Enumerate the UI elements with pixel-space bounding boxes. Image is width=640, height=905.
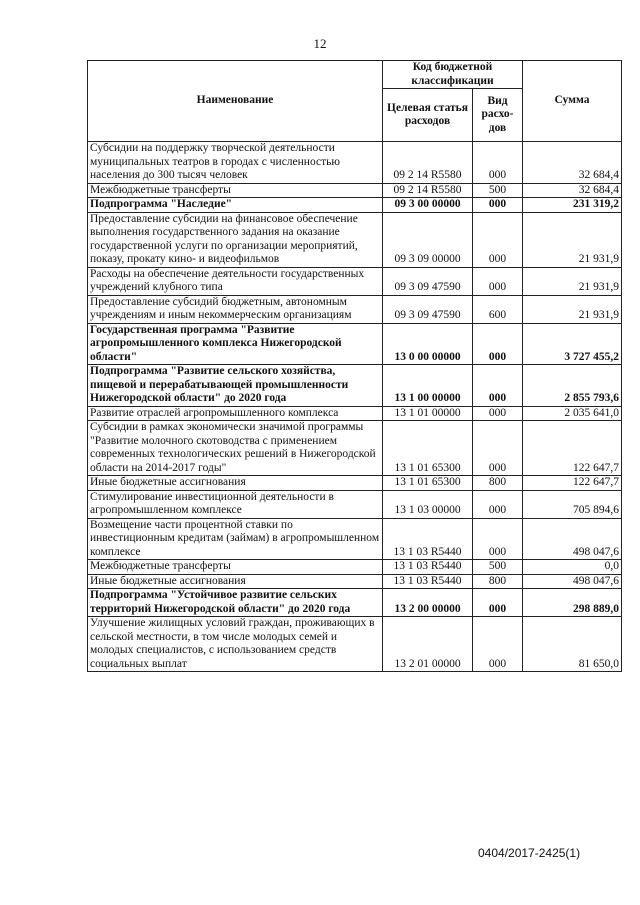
row-sum: 0,0 xyxy=(523,560,622,575)
header-sum: Сумма xyxy=(523,61,622,142)
row-name: Межбюджетные трансферты xyxy=(88,183,383,198)
header-name: Наименование xyxy=(88,61,383,142)
row-expense-type: 500 xyxy=(473,183,523,198)
table-row xyxy=(88,183,622,198)
row-sum: 32 684,4 xyxy=(523,183,622,198)
table-row xyxy=(88,617,622,672)
table-row xyxy=(88,589,622,617)
row-expense-type: 000 xyxy=(473,323,523,365)
row-code: 09 2 14 R5580 xyxy=(383,142,473,184)
row-name: Субсидии в рамках экономически значимой программы "Развитие молочного скотоводства с применением современных технологических решений в Нижегородской области на 2014-2017 годы" xyxy=(88,421,383,476)
row-name: Иные бюджетные ассигнования xyxy=(88,476,383,491)
row-code: 09 3 09 00000 xyxy=(383,212,473,267)
row-expense-type: 000 xyxy=(473,490,523,518)
table-row xyxy=(88,421,622,476)
row-name: Иные бюджетные ассигнования xyxy=(88,574,383,589)
row-name: Межбюджетные трансферты xyxy=(88,560,383,575)
row-name: Стимулирование инвестиционной деятельности в агропромышленном комплексе xyxy=(88,490,383,518)
table-row xyxy=(88,212,622,267)
row-name: Подпрограмма "Наследие" xyxy=(88,198,383,213)
row-sum: 21 931,9 xyxy=(523,212,622,267)
page-number: 12 xyxy=(313,36,327,51)
row-code: 13 2 01 00000 xyxy=(383,617,473,672)
table-row xyxy=(88,198,622,213)
row-expense-type: 800 xyxy=(473,476,523,491)
row-expense-type: 000 xyxy=(473,421,523,476)
row-sum: 705 894,6 xyxy=(523,490,622,518)
row-code: 13 0 00 00000 xyxy=(383,323,473,365)
row-name: Подпрограмма "Развитие сельского хозяйства, пищевой и перерабатывающей промышленности Нижегородской области" до 2020 года xyxy=(88,365,383,407)
row-expense-type: 000 xyxy=(473,198,523,213)
table-row xyxy=(88,560,622,575)
row-code: 13 1 01 00000 xyxy=(383,406,473,421)
table-row xyxy=(88,142,622,184)
row-code: 13 1 01 65300 xyxy=(383,421,473,476)
row-name: Предоставление субсидий бюджетным, автономным учреждениям и иным некоммерческим организациям xyxy=(88,295,383,323)
row-name: Развитие отраслей агропромышленного комплекса xyxy=(88,406,383,421)
row-expense-type: 000 xyxy=(473,212,523,267)
row-name: Государственная программа "Развитие агропромышленного комплекса Нижегородской области" xyxy=(88,323,383,365)
row-code: 09 3 09 47590 xyxy=(383,295,473,323)
row-name: Улучшение жилищных условий граждан, проживающих в сельской местности, в том числе молодых семей и молодых специалистов, с использованием средств социальных выплат xyxy=(88,617,383,672)
row-sum: 2 855 793,6 xyxy=(523,365,622,407)
row-sum: 498 047,6 xyxy=(523,574,622,589)
row-code: 09 3 09 47590 xyxy=(383,267,473,295)
row-code: 13 1 01 65300 xyxy=(383,476,473,491)
row-name: Возмещение части процентной ставки по инвестиционным кредитам (займам) в агропромышленном комплексе xyxy=(88,518,383,560)
row-expense-type: 000 xyxy=(473,589,523,617)
row-code: 13 1 03 00000 xyxy=(383,490,473,518)
row-code: 13 1 00 00000 xyxy=(383,365,473,407)
document-code: 0404/2017-2425(1) xyxy=(478,846,581,860)
table-row xyxy=(88,267,622,295)
row-expense-type: 500 xyxy=(473,560,523,575)
row-code: 13 1 03 R5440 xyxy=(383,560,473,575)
row-sum: 231 319,2 xyxy=(523,198,622,213)
header-target-article: Целевая статья расходов xyxy=(383,89,473,142)
table-row xyxy=(88,295,622,323)
row-expense-type: 000 xyxy=(473,617,523,672)
row-sum: 32 684,4 xyxy=(523,142,622,184)
row-sum: 122 647,7 xyxy=(523,476,622,491)
row-sum: 21 931,9 xyxy=(523,267,622,295)
table-row xyxy=(88,476,622,491)
row-expense-type: 600 xyxy=(473,295,523,323)
row-expense-type: 000 xyxy=(473,518,523,560)
row-code: 09 2 14 R5580 xyxy=(383,183,473,198)
row-name: Предоставление субсидии на финансовое обеспечение выполнения государственного задания на оказание государственной услуги по организации мероприятий, показу, прокату кино- и видеофильмов xyxy=(88,212,383,267)
table-row xyxy=(88,490,622,518)
header-budget-code: Код бюджетной классификации xyxy=(383,61,523,89)
table-row xyxy=(88,323,622,365)
row-sum: 3 727 455,2 xyxy=(523,323,622,365)
row-code: 13 1 03 R5440 xyxy=(383,574,473,589)
row-sum: 122 647,7 xyxy=(523,421,622,476)
header-expense-type: Вид расхо-дов xyxy=(473,89,523,142)
row-expense-type: 000 xyxy=(473,142,523,184)
table-row xyxy=(88,365,622,407)
table-row xyxy=(88,406,622,421)
row-code: 13 1 03 R5440 xyxy=(383,518,473,560)
row-expense-type: 000 xyxy=(473,365,523,407)
row-sum: 498 047,6 xyxy=(523,518,622,560)
row-code: 09 3 00 00000 xyxy=(383,198,473,213)
table-row xyxy=(88,574,622,589)
row-sum: 2 035 641,0 xyxy=(523,406,622,421)
row-sum: 298 889,0 xyxy=(523,589,622,617)
table-body xyxy=(88,142,622,672)
row-sum: 81 650,0 xyxy=(523,617,622,672)
row-sum: 21 931,9 xyxy=(523,295,622,323)
row-expense-type: 800 xyxy=(473,574,523,589)
table-row xyxy=(88,518,622,560)
row-name: Расходы на обеспечение деятельности государственных учреждений клубного типа xyxy=(88,267,383,295)
row-name: Субсидии на поддержку творческой деятельности муниципальных театров в городах с численностью населения до 300 тысяч человек xyxy=(88,142,383,184)
row-code: 13 2 00 00000 xyxy=(383,589,473,617)
budget-table xyxy=(87,60,622,672)
row-expense-type: 000 xyxy=(473,406,523,421)
row-name: Подпрограмма "Устойчивое развитие сельских территорий Нижегородской области" до 2020 года xyxy=(88,589,383,617)
row-expense-type: 000 xyxy=(473,267,523,295)
